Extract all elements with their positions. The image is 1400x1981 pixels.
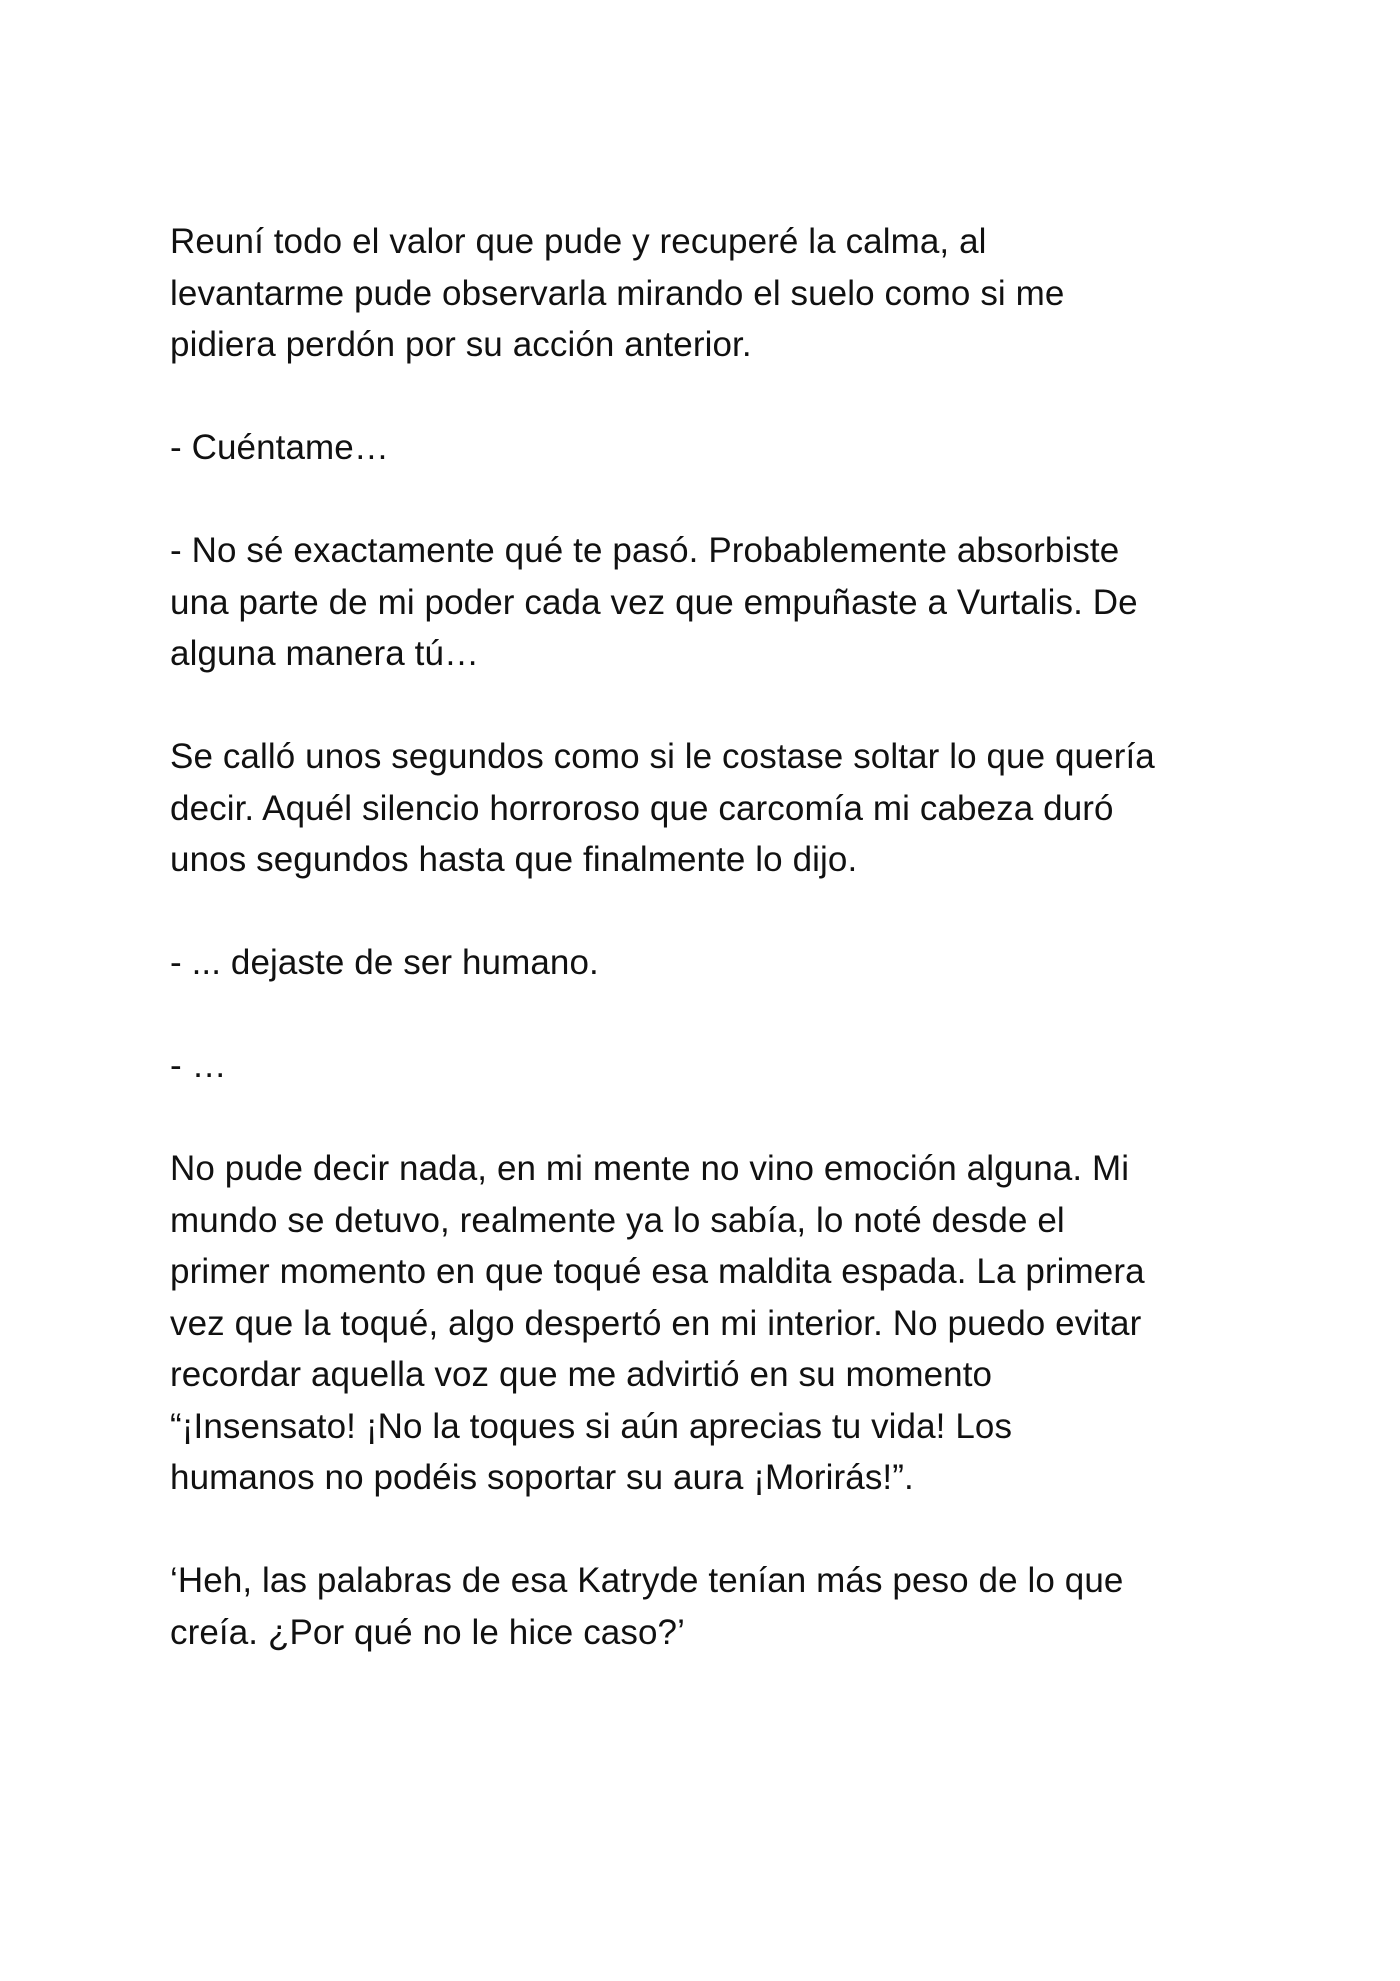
document-body [170, 216, 1250, 1658]
paragraph-8: ‘Heh, las palabras de esa Katryde tenían más peso de lo que creía. ¿Por qué no le hice caso?’ [170, 1561, 1124, 1652]
paragraph-5: - ... dejaste de ser humano. [170, 943, 599, 982]
paragraph-3: - No sé exactamente qué te pasó. Probablemente absorbiste una parte de mi poder cada vez que empuñaste a Vurtalis. De alguna manera tú… [170, 531, 1138, 673]
paragraph-6: - … [170, 1046, 227, 1085]
paragraph-2: - Cuéntame… [170, 428, 389, 467]
paragraph-7: No pude decir nada, en mi mente no vino emoción alguna. Mi mundo se detuvo, realmente ya lo sabía, lo noté desde el primer momento en que toqué esa maldita espada. La primera vez que la toqué, algo despertó en mi interior. No puedo evitar recordar aquella voz que me advirtió en su momento “¡Insensato! ¡No la toques si aún aprecias tu vida! Los humanos no podéis soportar su aura ¡Morirás!”. [170, 1149, 1145, 1497]
paragraph-1: Reuní todo el valor que pude y recuperé la calma, al levantarme pude observarla mirando el suelo como si me pidiera perdón por su acción anterior. [170, 222, 1065, 364]
paragraph-4: Se calló unos segundos como si le costase soltar lo que quería decir. Aquél silencio horroroso que carcomía mi cabeza duró unos segundos hasta que finalmente lo dijo. [170, 737, 1155, 879]
